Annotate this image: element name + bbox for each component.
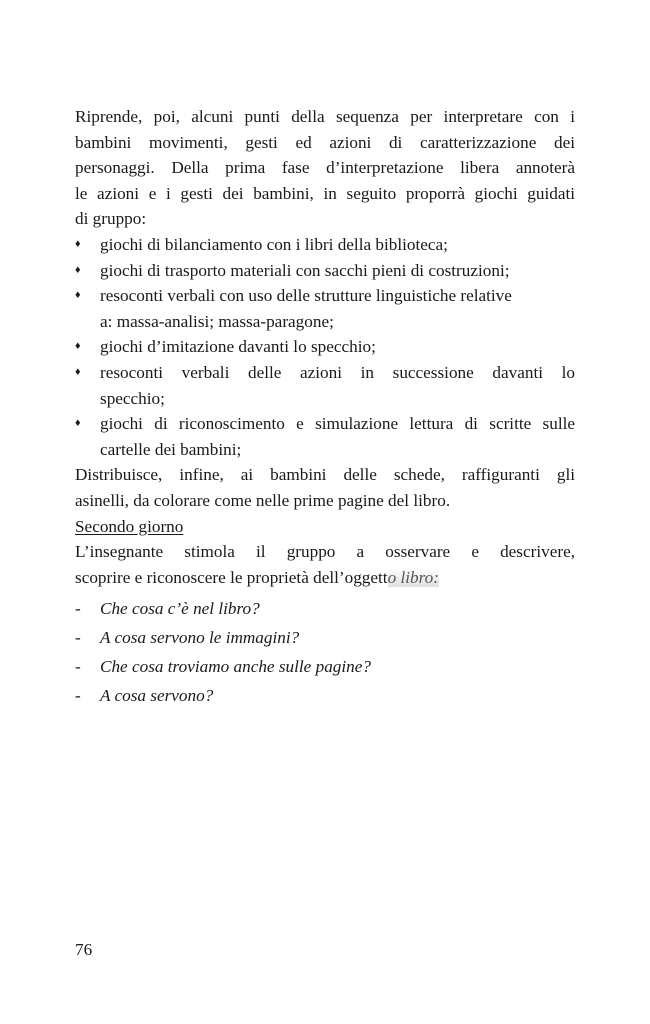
list-item-text: giochi di trasporto materiali con sacchi pieni di costruzioni;	[100, 260, 510, 280]
section-heading: Secondo giorno	[75, 516, 184, 536]
intro-line: di gruppo:	[75, 209, 147, 229]
bullet-diamond-icon: ♦	[75, 417, 81, 430]
list-item-text: resoconti verbali con uso delle strutture linguistiche relative	[100, 286, 512, 306]
question-list	[75, 594, 575, 710]
list-item	[75, 334, 575, 360]
highlighted-term: o libro:	[387, 567, 439, 587]
teacher-line-text: scoprire e riconoscere le proprietà dell’oggett	[75, 567, 388, 587]
list-item-text: giochi d’imitazione davanti lo specchio;	[100, 337, 376, 357]
list-item-text: giochi di bilanciamento con i libri della biblioteca;	[100, 234, 448, 254]
question-item	[75, 681, 575, 710]
bullet-diamond-icon: ♦	[75, 237, 81, 250]
list-item	[75, 258, 575, 284]
teacher-line	[75, 565, 575, 591]
dash-marker: -	[75, 657, 81, 677]
intro-line: bambini movimenti, gesti ed azioni di caratterizzazione dei	[75, 132, 575, 152]
closing-line: Distribuisce, infine, ai bambini delle schede, raffiguranti gli	[75, 465, 575, 485]
list-item-text: resoconti verbali delle azioni in successione davanti lo	[100, 362, 575, 382]
list-item-text-cont: a: massa-analisi; massa-paragone;	[100, 311, 334, 331]
page-number: 76	[75, 940, 93, 959]
intro-line: Riprende, poi, alcuni punti della sequenza per interpretare con i	[75, 107, 575, 126]
dash-marker: -	[75, 599, 81, 619]
dash-marker: -	[75, 628, 81, 648]
list-item-text-cont: specchio;	[100, 388, 165, 408]
question-text: A cosa servono le immagini?	[100, 628, 300, 648]
bullet-diamond-icon: ♦	[75, 340, 81, 353]
closing-paragraph	[75, 462, 575, 513]
question-item	[75, 623, 575, 652]
dash-marker: -	[75, 686, 81, 706]
question-item	[75, 594, 575, 623]
bullet-diamond-icon: ♦	[75, 365, 81, 378]
list-item	[75, 360, 575, 411]
closing-line: asinelli, da colorare come nelle prime pagine del libro.	[75, 490, 451, 510]
question-text: Che cosa c’è nel libro?	[100, 599, 260, 619]
teacher-paragraph	[75, 539, 575, 590]
bullet-diamond-icon: ♦	[75, 263, 81, 276]
question-text: Che cosa troviamo anche sulle pagine?	[100, 657, 371, 677]
intro-line: personaggi. Della prima fase d’interpretazione libera annoterà	[75, 158, 575, 178]
list-item-text: giochi di riconoscimento e simulazione lettura di scritte sulle	[100, 414, 575, 434]
page-body	[75, 104, 575, 710]
list-item-text-cont: cartelle dei bambini;	[100, 439, 242, 459]
question-text: A cosa servono?	[100, 686, 214, 706]
teacher-line: L’insegnante stimola il gruppo a osservare e descrivere,	[75, 542, 575, 562]
list-item	[75, 283, 575, 334]
intro-line: le azioni e i gesti dei bambini, in seguito proporrà giochi guidati	[75, 183, 575, 203]
bullet-diamond-icon: ♦	[75, 289, 81, 302]
intro-paragraph	[75, 104, 575, 232]
list-item	[75, 411, 575, 462]
question-item	[75, 652, 575, 681]
activity-list	[75, 232, 575, 462]
list-item	[75, 232, 575, 258]
